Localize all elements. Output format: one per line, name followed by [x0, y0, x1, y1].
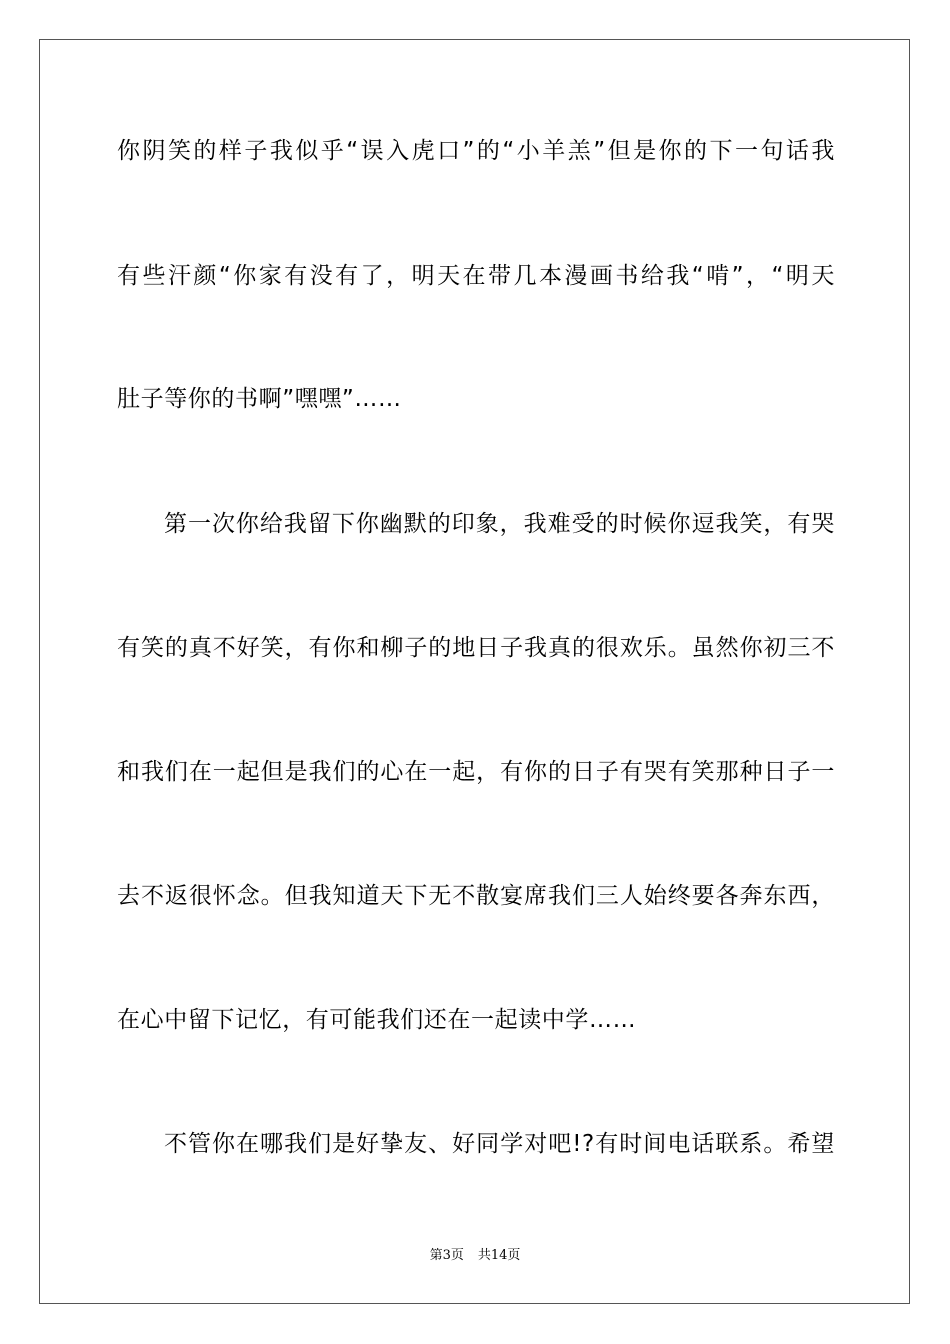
body-line-9: 不管你在哪我们是好挚友、好同学对吧!?有时间电话联系。希望 [164, 1131, 835, 1157]
page-number: 第3页 [429, 1248, 464, 1263]
body-line-4: 第一次你给我留下你幽默的印象，我难受的时候你逗我笑，有哭 [164, 511, 835, 537]
page-total: 共14页 [477, 1248, 521, 1263]
body-line-1: 你阴笑的样子我似乎“误入虎口”的“小羊羔”但是你的下一句话我 [117, 138, 835, 164]
body-line-6: 和我们在一起但是我们的心在一起，有你的日子有哭有笑那种日子一 [117, 759, 835, 785]
body-line-7: 去不返很怀念。但我知道天下无不散宴席我们三人始终要各奔东西， [117, 883, 835, 909]
page-frame [39, 39, 910, 1304]
body-line-5: 有笑的真不好笑，有你和柳子的地日子我真的很欢乐。虽然你初三不 [117, 635, 835, 661]
page-footer [0, 1247, 950, 1265]
body-line-8: 在心中留下记忆，有可能我们还在一起读中学…… [117, 1007, 637, 1033]
body-line-2: 有些汗颜“你家有没有了，明天在带几本漫画书给我“啃”，“明天 [117, 263, 835, 289]
body-line-3: 肚子等你的书啊”嘿嘿”…… [117, 386, 402, 412]
